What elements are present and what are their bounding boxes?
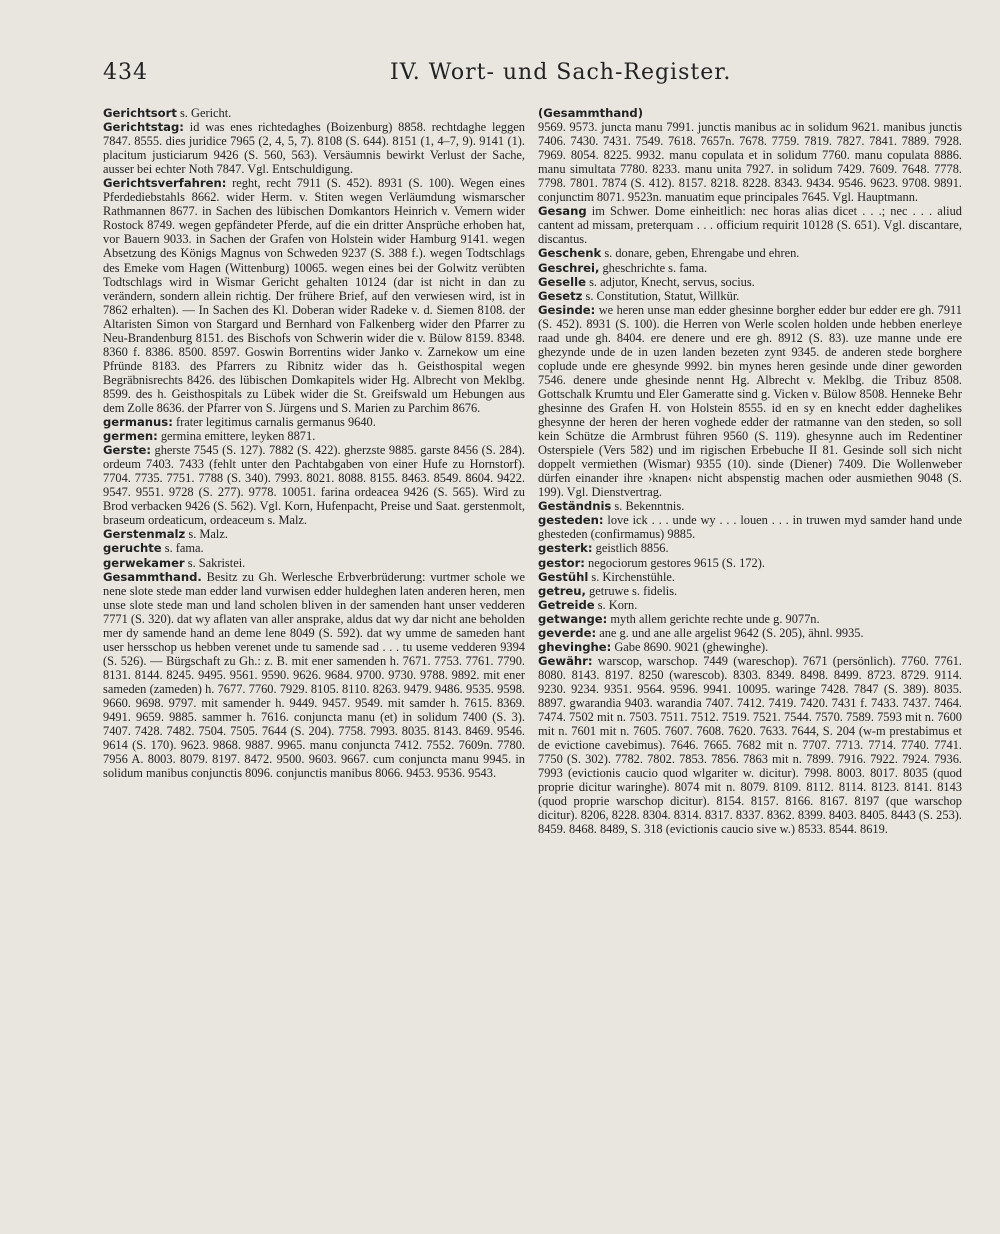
register-entry <box>538 261 962 275</box>
running-head-title: IV. Wort- und Sach-Register. <box>390 60 732 85</box>
register-entry <box>103 429 525 443</box>
register-entry <box>538 598 962 612</box>
entry-text: s. Malz. <box>185 527 228 542</box>
register-entry <box>103 120 525 176</box>
register-entry <box>103 106 525 120</box>
entry-headword: gerwekamer <box>103 555 185 570</box>
register-entry <box>538 541 962 555</box>
entry-headword: Gesang <box>538 204 587 219</box>
register-entry <box>538 612 962 626</box>
entry-headword: Geschenk <box>538 246 602 261</box>
register-entry <box>538 246 962 260</box>
entry-text: s. donare, geben, Ehrengabe und ehren. <box>601 246 800 261</box>
entry-text: reght, recht 7911 (S. 452). 8931 (S. 100). Wegen eines Pferdediebstahls 8662. wider Herm. v. Stiten wegen Verläumdung wismarscher Rathmannen 8677. in Sachen des lübischen Domkantors Heinrich v. Vemern wider Rostock 8749. wegen gepfändeter Pferde, auf die ein dritter Ansprüche erhoben hat, vor Bauern 9033. in Sachen der Grafen von Holstein wider Hamburg 9141. wegen Absetzung des Königs Magnus von Schweden 9237 (S. 388 f.). wegen Todtschlags des Emeke vom Hagen (Wittenburg) 10065. wegen eines bei der Golwitz verübten Todtschlags wird in Wismar Gericht gehalten 10124 (dar ist nicht in dan zu verändern, sondern allein richtig. Der frühere Brief, auf den verwiesen wird, ist in 7862 erhalten). — In Sachen des Kl. Doberan wider Radeke v. d. Siemen 8108. der Altaristen Simon von Stargard und Bernhard von Falkenberg wider den Pfarrer zu Neu-Brandenburg 8151. des Bischofs von Schwerin wider die v. Bülow 8159. 8348. 8360 f. 8386. 8500. 8597. Goswin Borrentins wider Janko v. Zarnekow um eine Pfründe 8183. des Pfarrers zu Ribnitz wider das h. Geisthospital wegen Begräbnisrechts 8426. des lübischen Domkapitels wider Hg. Albrecht von Meklbg. 8599. des h. Geisthospitals zu Lübek wider die St. Greifswald um Hebungen aus dem Zolle 8636. der Pfarrer von S. Jürgens und S. Marien zu Parchim 8676. <box>103 176 525 415</box>
register-entry <box>538 626 962 640</box>
entry-text: ane g. und ane alle argelist 9642 (S. 205), ähnl. 9935. <box>596 625 864 640</box>
entry-text: s. fama. <box>161 541 204 556</box>
entry-text: id was enes richtedaghes (Boizenburg) 8858. rechtdaghe leggen 7847. 8555. dies juridice 7965 (2, 4, 5, 7). 8108 (S. 644). 8151 (1, 4–7, 9). 9141 (1). placitum justiciarum 9426 (S. 560, 563). Versäumnis bewirkt Verlust der Sache, ausser bei echter Noth 7847. Vgl. Entschuldigung. <box>103 120 525 177</box>
register-entry <box>538 584 962 598</box>
entry-headword: getreu, <box>538 583 586 598</box>
entry-text: Besitz zu Gh. Werlesche Erbverbrüderung: vurtmer schole we nene slote stede man edder land vurwisen edder huldeghen laten anderen heren, men unse slote stede man und land scholen bliven in der samenden hant unser vedderen 7771 (S. 320). dat wy aflaten van aller ansprake, aldus dat wy dar nicht ane beholden mer dy samende hand an deme lene 8049 (S. 592). dat wy umme de sameden hant user hersschop us hebben verenet unde tu samende sad . . . tu useme vedderen 9394 (S. 526). — Bürgschaft zu Gh.: z. B. mit ener samenden h. 7671. 7753. 7761. 7790. 8131. 8144. 8245. 9495. 9561. 9590. 9626. 9684. 9700. 9730. 9788. 9892. mit ener sameden (zameden) h. 7677. 7760. 7929. 8105. 8110. 8263. 9479. 9486. 9535. 9598. 9660. 9698. 9797. mit samender h. 9449. 9457. 9549. mit samder h. 7615. 8369. 9491. 9659. 9885. sammer h. 7616. conjuncta manu (et) in solidum 7400 (S. 3). 7407. 7428. 7482. 7504. 7505. 7644 (S. 204). 7758. 7993. 8035. 8143. 8469. 9546. 9614 (S. 170). 9623. 9868. 9887. 9965. manu conjuncta 7412. 7552. 7609n. 7780. 7956 A. 8003. 8079. 8197. 8472. 9500. 9603. 9667. cum conjuncta manu 9945. in solidum manibus conjunctis 8096. conjunctis manibus 8066. 9453. 9536. 9543. <box>103 569 525 781</box>
register-entry <box>538 556 962 570</box>
continued-headword: (Gesammthand) <box>538 106 644 120</box>
entry-headword: ghevinghe: <box>538 639 612 654</box>
left-column <box>103 106 525 780</box>
entry-headword: Geselle <box>538 274 586 289</box>
entry-text: gheschrichte s. fama. <box>599 260 708 275</box>
entry-text: s. Constitution, Statut, Willkür. <box>582 288 740 303</box>
entry-text: myth allem gerichte rechte unde g. 9077n. <box>607 611 820 626</box>
entry-text: love ick . . . unde wy . . . louen . . . in truwen myd samder hand unde ghesteden (confirmamus) 9885. <box>538 513 962 542</box>
entry-text: s. adjutor, Knecht, servus, socius. <box>585 274 755 289</box>
entry-headword: geverde: <box>538 625 597 640</box>
register-entry <box>103 570 525 781</box>
entry-headword: Gerichtsort <box>103 106 177 120</box>
entry-headword: Gesetz <box>538 288 583 303</box>
entry-text: s. Bekenntnis. <box>611 499 685 514</box>
register-entry <box>538 120 962 204</box>
register-entry <box>538 275 962 289</box>
register-entry <box>103 556 525 570</box>
entry-text: we heren unse man edder ghesinne borgher edder bur edder ere gh. 7911 (S. 452). 8931 (S. 100). die Herren von Werle scolen holden unde hebben enerleye raad unde gh. 8404. ere denere und ere gh. 8912 (S. 83). uze manne unde ere ghezynde unde de in uzen landen bezeten zynt 9345. de anderen stede borghere coplude unde ere ghesynde 9992. bin mynes heren gesinde unde diner geworden 7546. denere unde ghesinde nennt Hg. Albrecht v. Meklbg. die Tribuz 8508. Gottschalk Krumtu und Eler Gameratte sind g. Vicken v. Bülow 8508. Henneke Behr ghesinne des Grafen H. von Holstein 8555. id en sy en knecht edder daghelikes ghesynne der heren der heren voghede edder der ratmanne van den steden, so soll kein Schütze die Armbrust führen 9560 (S. 119). ghesynne auch im Redentiner Osterspiele (Vers 582) und im rigischen Erbebuche II 81. Gesinde soll sich nicht doppelt vermiethen (Wismar) 9355 (10). sinde (Diener) 7409. Die Wollenweber dürfen einander ihre ›knapen‹ nicht abspenstig machen oder ausmiethen 9048 (S. 199). Vgl. Dienstvertrag. <box>538 302 962 500</box>
register-entry <box>103 527 525 541</box>
right-column <box>538 106 962 836</box>
entry-text: warscop, warschop. 7449 (wareschop). 7671 (persönlich). 7760. 7761. 8080. 8143. 8197. 8250 (warescob). 8303. 8349. 8498. 8499. 8723. 8729. 9114. 9230. 9234. 9351. 9564. 9596. 9941. 10095. waringe 7428. 7847 (S. 389). 8035. 8897. gwarandia 9403. warandia 7407. 7412. 7419. 7420. 7431 f. 7433. 7437. 7464. 7474. 7502 mit n. 7503. 7511. 7512. 7519. 7521. 7544. 7570. 7589. 7593 mit n. 7600 mit n. 7601 mit n. 7605. 7607. 7608. 7620. 7633. 7644, S. 204 (w-m prestabimus et de evictione cavebimus). 7646. 7665. 7682 mit n. 7707. 7713. 7714. 7740. 7741. 7750 (S. 302). 7782. 7802. 7853. 7856. 7863 mit n. 7899. 7916. 7922. 7924. 7936. 7993 (evictionis caucio quod wlgariter w. dicitur). 7998. 8003. 8017. 8035 (quod proprie dicitur waringhe). 8074 mit n. 8079. 8109. 8112. 8114. 8123. 8141. 8143 (quod proprie warschop dicitur). 8154. 8157. 8166. 8167. 8197 (que warschop dicitur). 8206, 8228. 8304. 8314. 8317. 8337. 8362. 8399. 8403. 8405. 8443 (S. 253). 8459. 8468. 8489, S. 318 (evictionis caucio sive w.) 8533. 8544. 8619. <box>538 653 962 837</box>
entry-headword: Gesinde: <box>538 302 596 317</box>
entry-headword: germen: <box>103 429 158 444</box>
entry-headword: Gerstenmalz <box>103 527 186 542</box>
entry-text: getruwe s. fidelis. <box>585 583 678 598</box>
entry-headword: gesterk: <box>538 541 593 556</box>
entry-text: s. Sakristei. <box>184 555 246 570</box>
register-entry <box>538 499 962 513</box>
entry-headword: Geschrei, <box>538 260 600 275</box>
entry-text: s. Kirchenstühle. <box>588 569 676 584</box>
register-entry <box>103 176 525 415</box>
entry-headword: geruchte <box>103 541 162 556</box>
entry-text: gherste 7545 (S. 127). 7882 (S. 422). gherzste 9885. garste 8456 (S. 284). ordeum 7403. 7433 (fehlt unter den Pachtabgaben von einer Hufe zu Hornstorf). 7704. 7735. 7751. 7788 (S. 340). 7993. 8021. 8088. 8155. 8463. 8549. 8604. 9422. 9547. 9551. 9728 (S. 277). 9778. 10051. farina ordeacea 9426 (S. 565). Wird zu Brod verbacken 9426 (S. 562). Vgl. Korn, Hufenpacht, Preise und Saat. gerstenmolt, braseum ordeaticum, ordeaceum s. Malz. <box>103 443 525 528</box>
register-entry <box>538 289 962 303</box>
entry-headword: Gerste: <box>103 443 152 458</box>
entry-headword: Gerichtstag: <box>103 120 184 135</box>
entry-headword: germanus: <box>103 415 173 430</box>
entry-text: frater legitimus carnalis germanus 9640. <box>172 415 376 430</box>
entry-text: negociorum gestores 9615 (S. 172). <box>584 555 765 570</box>
entry-text: im Schwer. Dome einheitlich: nec horas alias dicet . . .; nec . . . aliud cantent ad missam, preterquam . . . officium requirit 10128 (S. 651). Vgl. discantare, discantus. <box>538 204 962 247</box>
entry-headword: gestor: <box>538 555 585 570</box>
register-entry <box>538 303 962 500</box>
entry-text: s. Gericht. <box>176 106 232 120</box>
register-entry <box>538 654 962 837</box>
entry-headword: Gestühl <box>538 569 589 584</box>
page-number: 434 <box>103 60 148 85</box>
register-entry <box>538 640 962 654</box>
entry-headword: getwange: <box>538 611 608 626</box>
entry-headword: gesteden: <box>538 513 604 528</box>
entry-headword: Gesammthand. <box>103 569 202 584</box>
entry-text: Gabe 8690. 9021 (ghewinghe). <box>611 639 769 654</box>
register-entry <box>538 570 962 584</box>
entry-text: germina emittere, leyken 8871. <box>157 429 316 444</box>
entry-headword: Geständnis <box>538 499 612 514</box>
register-entry <box>538 513 962 541</box>
entry-text: geistlich 8856. <box>592 541 669 556</box>
register-entry <box>103 415 525 429</box>
register-entry <box>538 204 962 246</box>
entry-text: s. Korn. <box>594 597 638 612</box>
entry-headword: Gerichtsverfahren: <box>103 176 227 191</box>
register-entry <box>103 541 525 555</box>
entry-headword: Getreide <box>538 597 595 612</box>
entry-text: 9569. 9573. juncta manu 7991. junctis manibus ac in solidum 9621. manibus junctis 7406. 7430. 7431. 7549. 7618. 7657n. 7678. 7759. 7819. 7827. 7841. 7889. 7928. 7969. 8054. 8225. 9932. manu copulata et in solidum 7760. manu copulata 8886. manu simultata 7780. 8233. manu unita 7927. in solidum 7429. 7609. 7648. 7778. 7798. 7801. 7874 (S. 412). 8157. 8218. 8228. 8343. 9434. 9546. 9623. 9708. 9891. conjunctim 8071. 9523n. manuatim eque principales 7645. Vgl. Hauptmann. <box>538 120 962 205</box>
entry-headword: Gewähr: <box>538 653 593 668</box>
register-entry <box>103 443 525 527</box>
